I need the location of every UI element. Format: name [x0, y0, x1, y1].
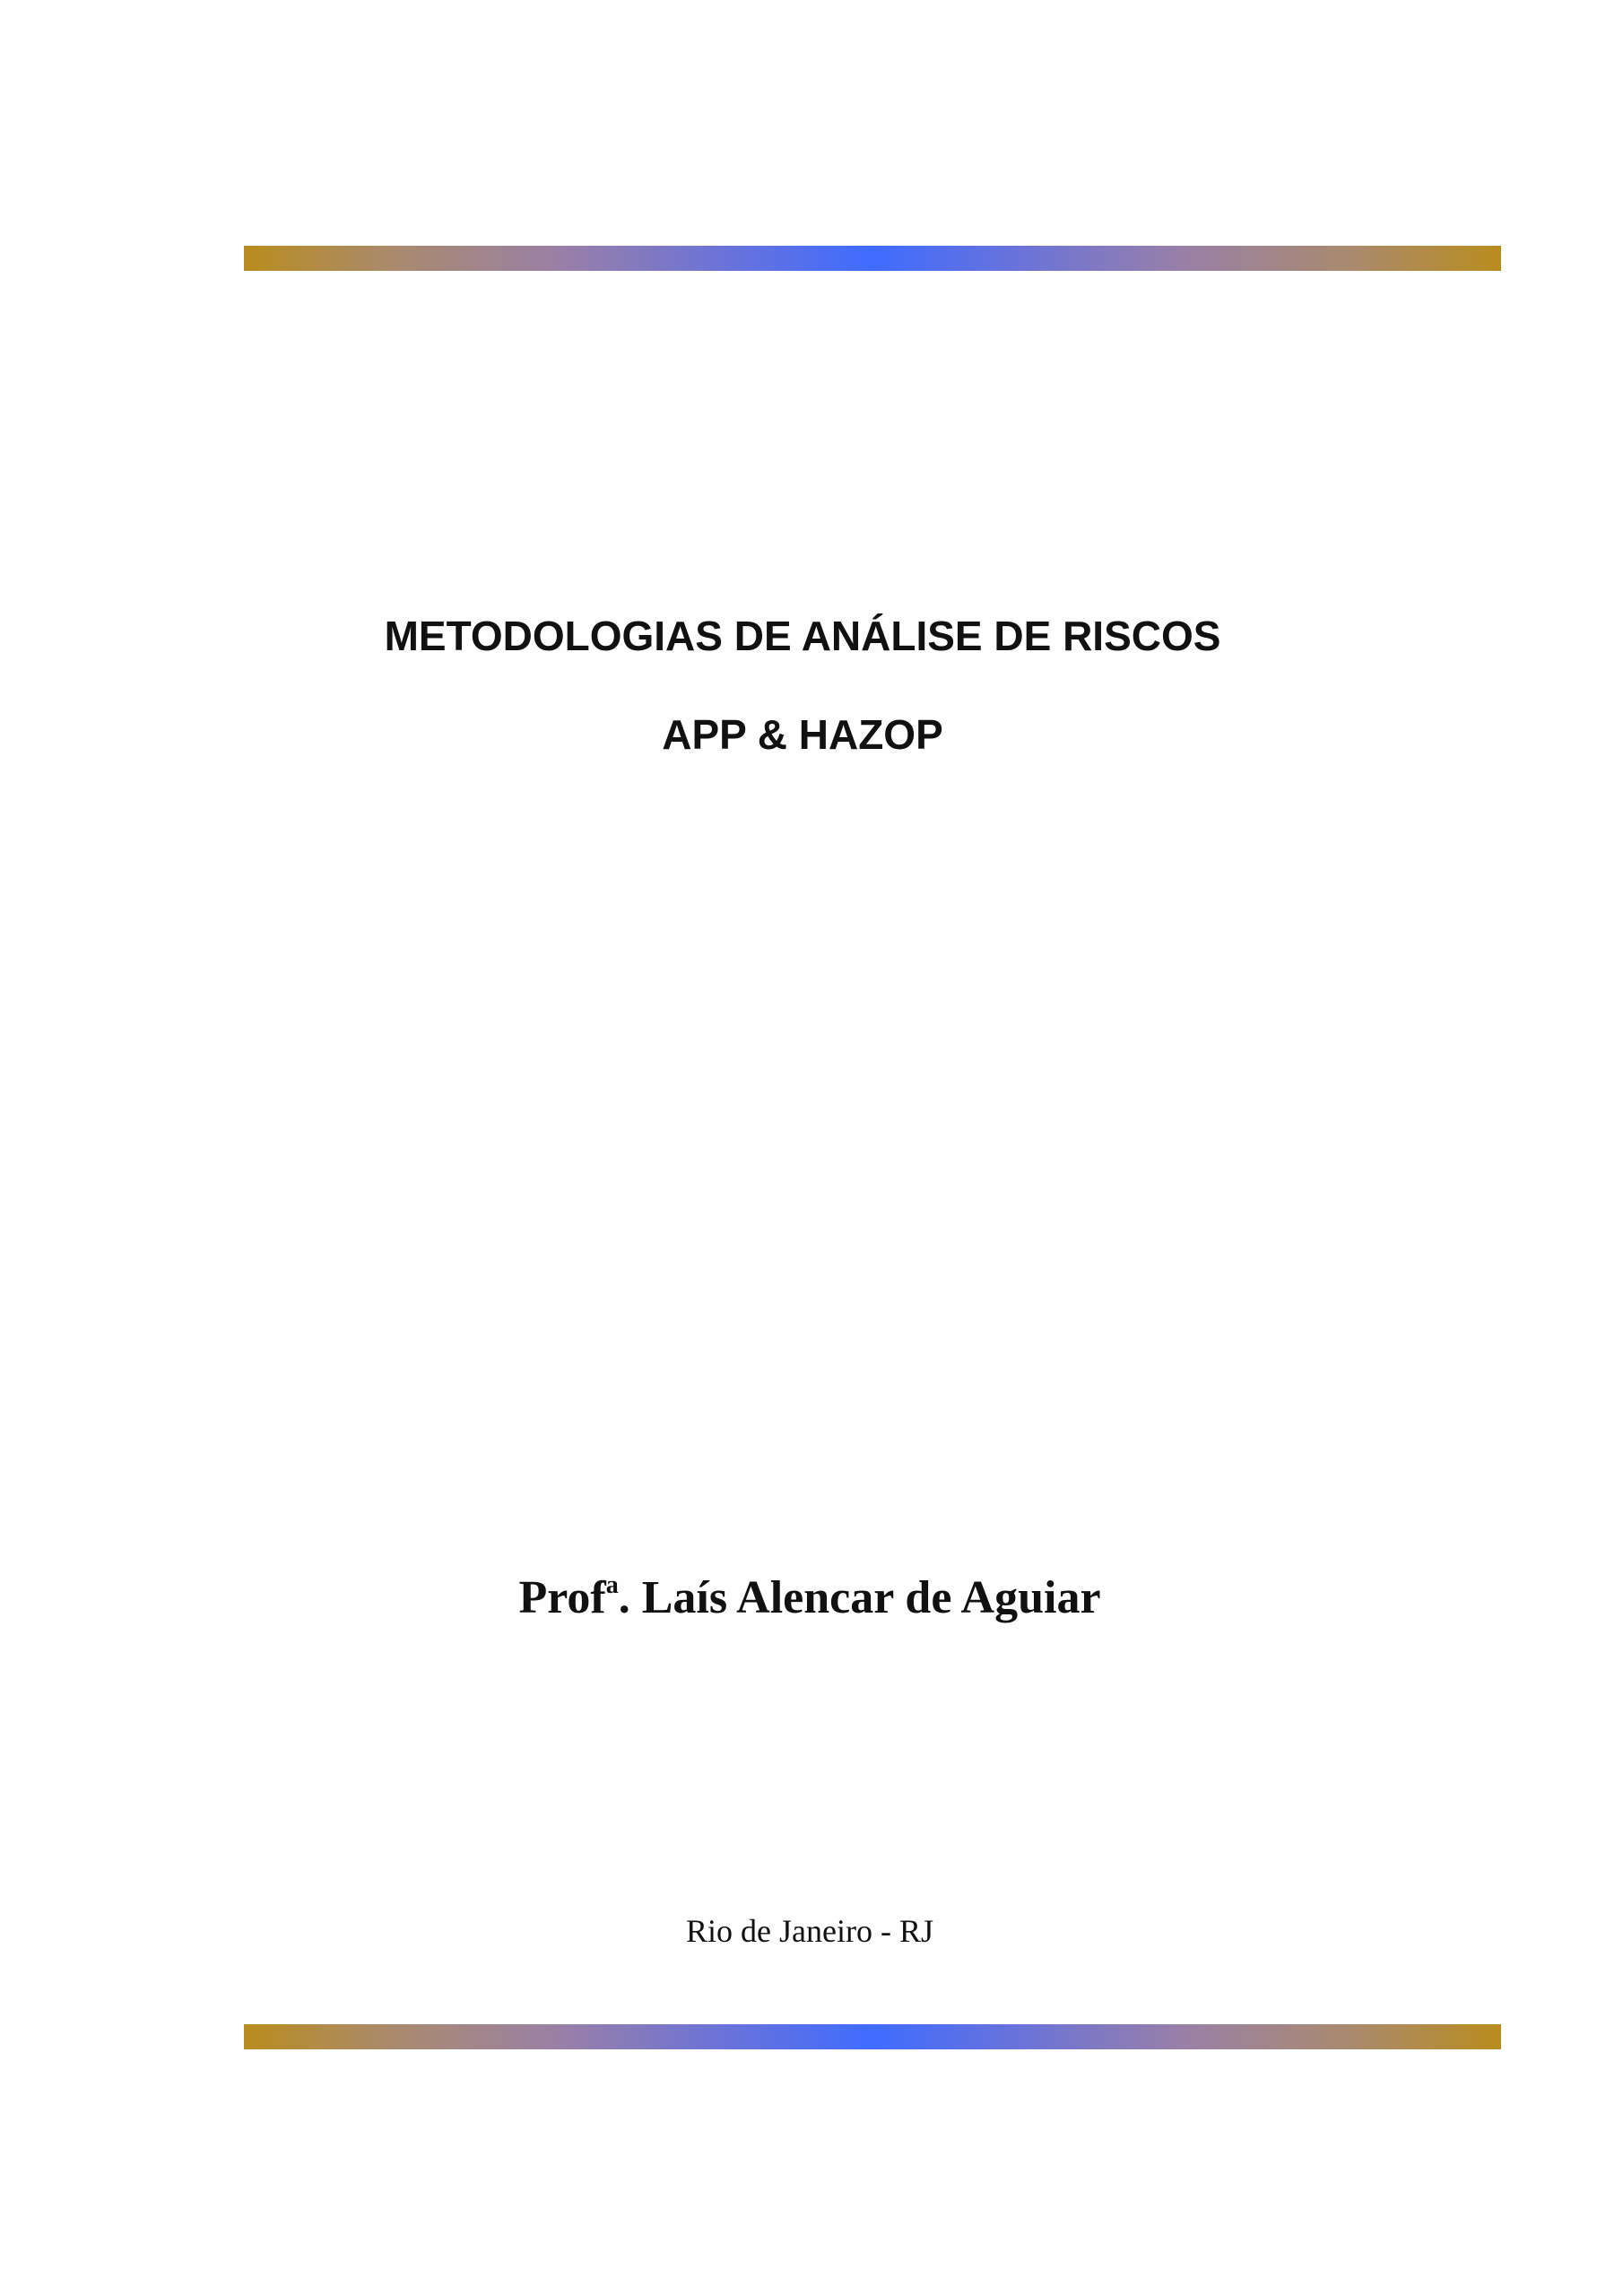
document-title: METODOLOGIAS DE ANÁLISE DE RISCOS	[384, 613, 1221, 659]
document-subtitle: APP & HAZOP	[662, 711, 943, 758]
author-prefix: Prof	[518, 1572, 606, 1623]
bottom-decorative-rule	[244, 2024, 1501, 2049]
author-line	[0, 1571, 1621, 1624]
top-decorative-rule	[244, 246, 1501, 271]
author-superscript: a	[605, 1571, 619, 1599]
place-line: Rio de Janeiro - RJ	[686, 1913, 933, 1949]
author-name: . Laís Alencar de Aguiar	[618, 1572, 1101, 1623]
